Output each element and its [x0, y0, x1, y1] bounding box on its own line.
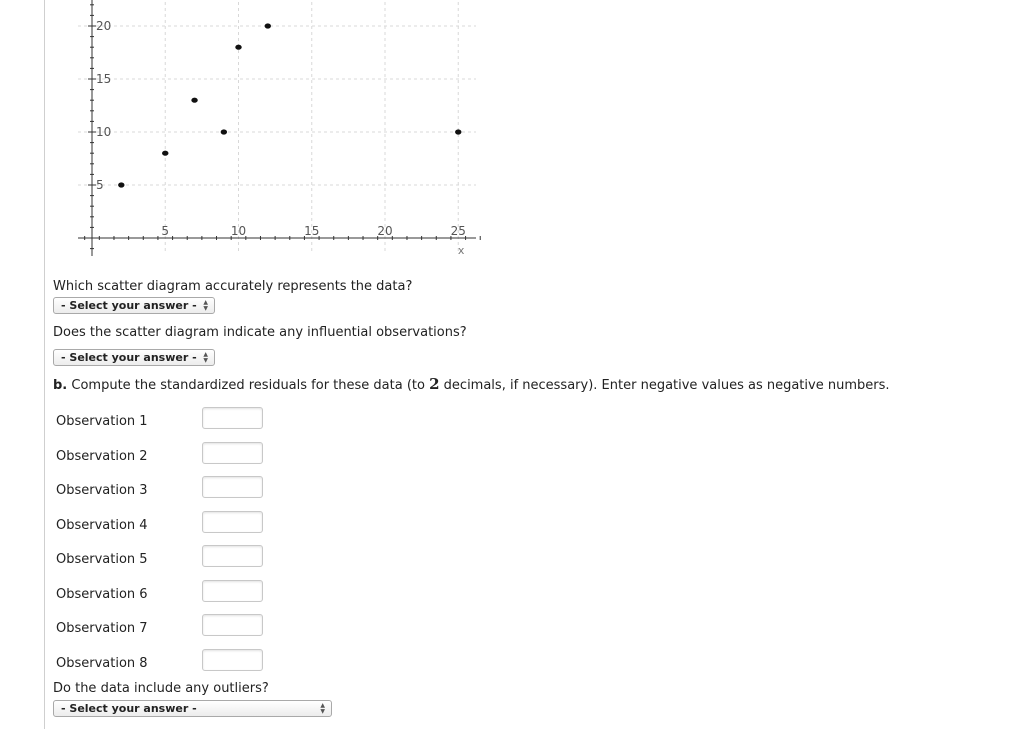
- part-b-text-before: Compute the standardized residuals for these data (to: [71, 378, 425, 393]
- select-value: - Select your answer -: [61, 351, 197, 364]
- data-point: [235, 45, 241, 50]
- observation-residual-input[interactable]: [202, 442, 263, 464]
- observation-residual-input[interactable]: [202, 580, 263, 602]
- x-tick-label: 15: [304, 224, 320, 238]
- observation-label: Observation 6: [56, 587, 148, 602]
- observation-label: Observation 4: [56, 518, 148, 533]
- x-tick-label: 5: [161, 224, 170, 238]
- observation-label: Observation 7: [56, 621, 148, 636]
- part-b-instructions: [53, 376, 889, 394]
- part-b-text-after: decimals, if necessary). Enter negative values as negative numbers.: [443, 378, 890, 393]
- observation-residual-input[interactable]: [202, 476, 263, 498]
- x-axis-label: x: [457, 244, 465, 257]
- observation-residual-input[interactable]: [202, 614, 263, 636]
- data-point: [162, 151, 168, 156]
- outliers-answer-select[interactable]: [53, 700, 332, 717]
- question-scatter-text: Which scatter diagram accurately represents the data?: [53, 279, 413, 294]
- y-tick-label: 5: [96, 178, 104, 192]
- part-b-label: b.: [53, 378, 68, 393]
- question-outliers-text: Do the data include any outliers?: [53, 681, 269, 696]
- influential-answer-select[interactable]: [53, 349, 215, 366]
- data-point: [191, 98, 197, 103]
- x-tick-label: 10: [230, 224, 247, 238]
- observation-residual-input[interactable]: [202, 649, 263, 671]
- observation-residual-input[interactable]: [202, 407, 263, 429]
- x-tick-label: 25: [450, 224, 466, 238]
- question-influential-text: Does the scatter diagram indicate any influential observations?: [53, 325, 467, 340]
- scatter-plot: [72, 0, 482, 262]
- observation-label: Observation 8: [56, 656, 148, 671]
- select-arrows-icon: ▲ ▼: [203, 299, 208, 312]
- x-tick-label: 20: [377, 224, 393, 238]
- y-tick-label: 15: [96, 72, 112, 86]
- data-point: [455, 129, 461, 134]
- observation-label: Observation 2: [56, 449, 148, 464]
- y-tick-label: 20: [96, 19, 112, 33]
- select-value: - Select your answer -: [61, 299, 197, 312]
- data-point: [221, 129, 227, 134]
- observation-residual-input[interactable]: [202, 545, 263, 567]
- data-point: [118, 182, 124, 187]
- select-value: - Select your answer -: [61, 702, 197, 715]
- select-arrows-icon: ▲ ▼: [320, 702, 325, 715]
- observation-label: Observation 1: [56, 414, 148, 429]
- observation-label: Observation 3: [56, 483, 148, 498]
- observation-label: Observation 5: [56, 552, 148, 567]
- y-tick-label: 10: [96, 125, 112, 139]
- scatter-answer-select[interactable]: [53, 297, 215, 314]
- left-border-rule: [44, 0, 45, 729]
- observation-residual-input[interactable]: [202, 511, 263, 533]
- decimals-value: 2: [429, 375, 440, 393]
- data-point: [265, 23, 271, 28]
- select-arrows-icon: ▲ ▼: [203, 351, 208, 364]
